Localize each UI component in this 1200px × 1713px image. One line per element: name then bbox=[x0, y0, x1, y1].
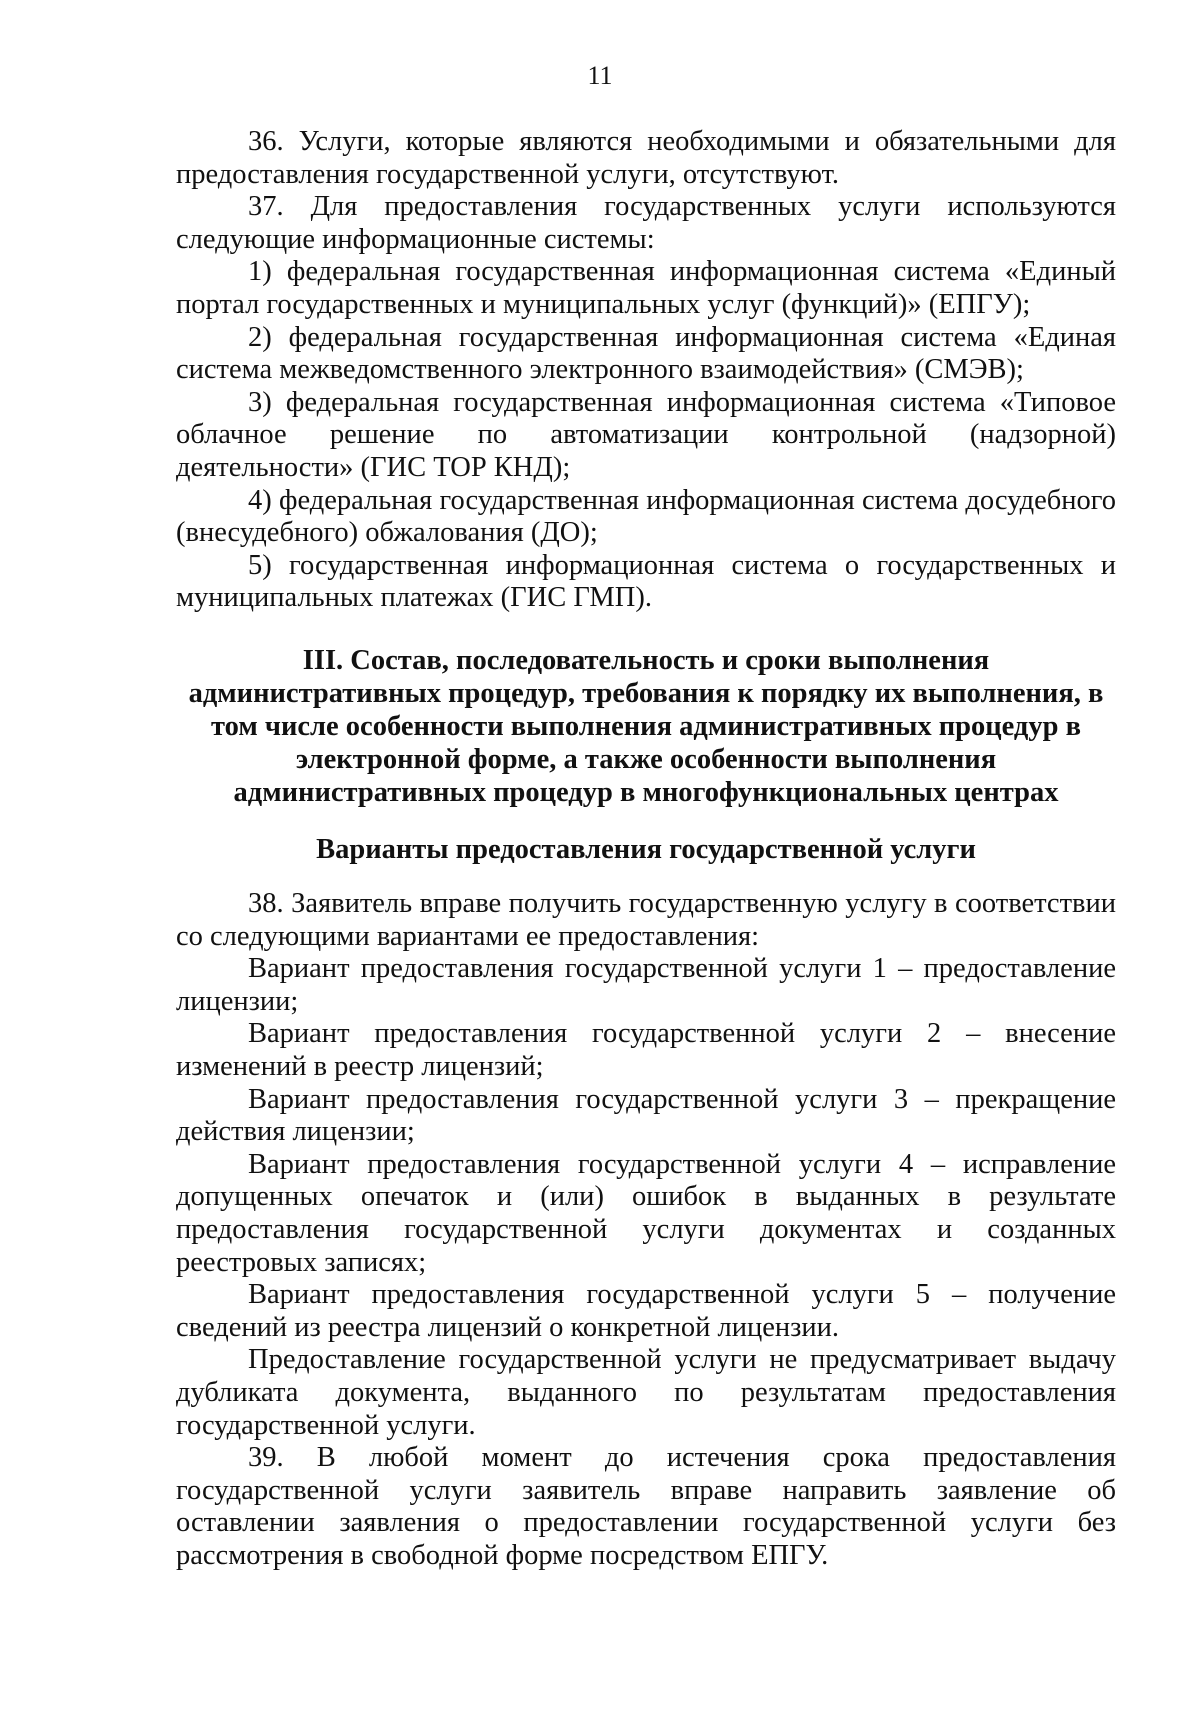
section-heading-line: том числе особенности выполнения административных процедур в bbox=[211, 711, 1081, 742]
paragraph-36: 36. Услуги, которые являются необходимыми и обязательными для предоставления государственной услуги, отсутствуют. bbox=[176, 126, 1116, 190]
variant-1: Вариант предоставления государственной услуги 1 – предоставление лицензии; bbox=[176, 953, 1116, 1017]
page-number: 11 bbox=[587, 61, 613, 90]
variant-3: Вариант предоставления государственной услуги 3 – прекращение действия лицензии; bbox=[176, 1083, 1116, 1148]
variant-5: Вариант предоставления государственной услуги 5 – получение сведений из реестра лицензий о конкретной лицензии. bbox=[176, 1279, 1116, 1343]
duplicate-note: Предоставление государственной услуги не предусматривает выдачу дубликата документа, выданного по результатам предоставления государственной услуги. bbox=[176, 1344, 1116, 1441]
paragraph-37: 37. Для предоставления государственных услуги используются следующие информационные системы: bbox=[176, 191, 1116, 255]
list-item-gis-tor-knd: 3) федеральная государственная информационная система «Типовое облачное решение по автоматизации контрольной (надзорной) деятельности» (ГИС ТОР КНД); bbox=[176, 386, 1116, 483]
section-heading-line: административных процедур, требования к порядку их выполнения, в bbox=[188, 678, 1104, 709]
subsection-heading: Варианты предоставления государственной услуги bbox=[316, 834, 976, 865]
section-heading-line: III. Состав, последовательность и сроки выполнения bbox=[302, 645, 990, 676]
variant-2: Вариант предоставления государственной услуги 2 – внесение изменений в реестр лицензий; bbox=[176, 1018, 1116, 1082]
section-heading bbox=[176, 644, 1116, 809]
list-item-gis-gmp: 5) государственная информационная система о государственных и муниципальных платежах (ГИС ГМП). bbox=[176, 549, 1116, 614]
paragraph-38: 38. Заявитель вправе получить государственную услугу в соответствии со следующими вариантами ее предоставления: bbox=[176, 888, 1116, 952]
paragraph-block-service-variants bbox=[176, 888, 1116, 1572]
paragraph-block-information-systems bbox=[176, 126, 1116, 615]
section-heading-line: электронной форме, а также особенности выполнения bbox=[295, 744, 997, 775]
paragraph-39: 39. В любой момент до истечения срока предоставления государственной услуги заявитель вправе направить заявление об оставлении заявления о предоставлении государственной услуги без рассмотрения в свободной форме посредством ЕПГУ. bbox=[176, 1442, 1116, 1571]
section-heading-line: административных процедур в многофункциональных центрах bbox=[233, 777, 1059, 808]
variant-4: Вариант предоставления государственной услуги 4 – исправление допущенных опечаток и (или) ошибок в выданных в результате предоставления государственной услуги документах и созданных реестровых записях; bbox=[176, 1148, 1116, 1278]
list-item-smev: 2) федеральная государственная информационная система «Единая система межведомственного электронного взаимодействия» (СМЭВ); bbox=[176, 321, 1116, 386]
list-item-do: 4) федеральная государственная информационная система досудебного (внесудебного) обжалования (ДО); bbox=[176, 484, 1116, 549]
list-item-epgu: 1) федеральная государственная информационная система «Единый портал государственных и муниципальных услуг (функций)» (ЕПГУ); bbox=[176, 256, 1116, 320]
